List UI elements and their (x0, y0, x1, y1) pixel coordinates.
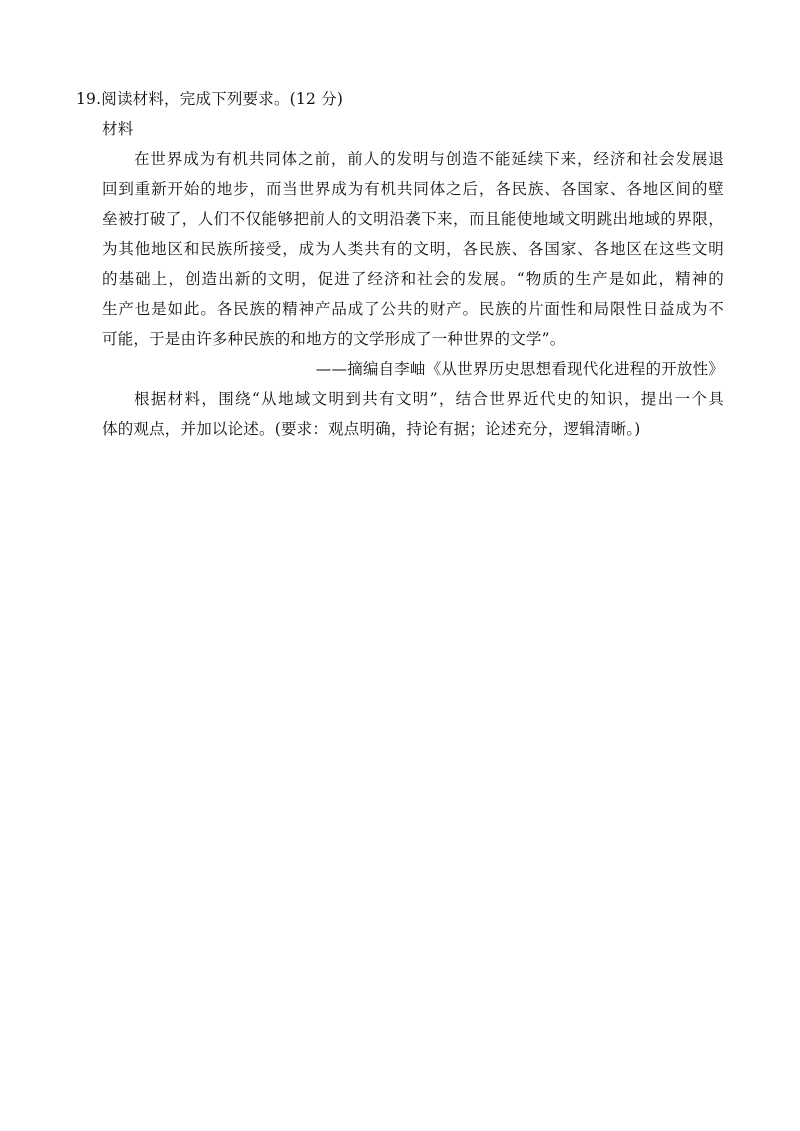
material-label: 材料 (102, 120, 134, 138)
paragraph-line: 生产也是如此。各民族的精神产品成了公共的财产。民族的片面性和局限性日益成为不 (102, 300, 724, 318)
paragraph-line: 的基础上，创造出新的文明，促进了经济和社会的发展。“物质的生产是如此，精神的 (102, 270, 724, 288)
question-header: 19.阅读材料，完成下列要求。(12 分) (76, 90, 344, 108)
paragraph-line: 可能，于是由许多种民族的和地方的文学形成了一种世界的文学”。 (102, 330, 566, 348)
instruction-line: 根据材料，围绕“从地域文明到共有文明”，结合世界近代史的知识，提出一个具 (134, 390, 724, 408)
paragraph-line: 垒被打破了，人们不仅能够把前人的文明沿袭下来，而且能使地域文明跳出地域的界限， (102, 210, 724, 228)
instruction-line: 体的观点，并加以论述。(要求：观点明确，持论有据；论述充分，逻辑清晰。) (102, 420, 641, 438)
paragraph-line: 在世界成为有机共同体之前，前人的发明与创造不能延续下来，经济和社会发展退 (134, 150, 724, 168)
material-source: ——摘编自李岫《从世界历史思想看现代化进程的开放性》 (315, 360, 724, 378)
paragraph-line: 回到重新开始的地步，而当世界成为有机共同体之后，各民族、各国家、各地区间的壁 (102, 180, 724, 198)
paragraph-line: 为其他地区和民族所接受，成为人类共有的文明，各民族、各国家、各地区在这些文明 (102, 240, 724, 258)
